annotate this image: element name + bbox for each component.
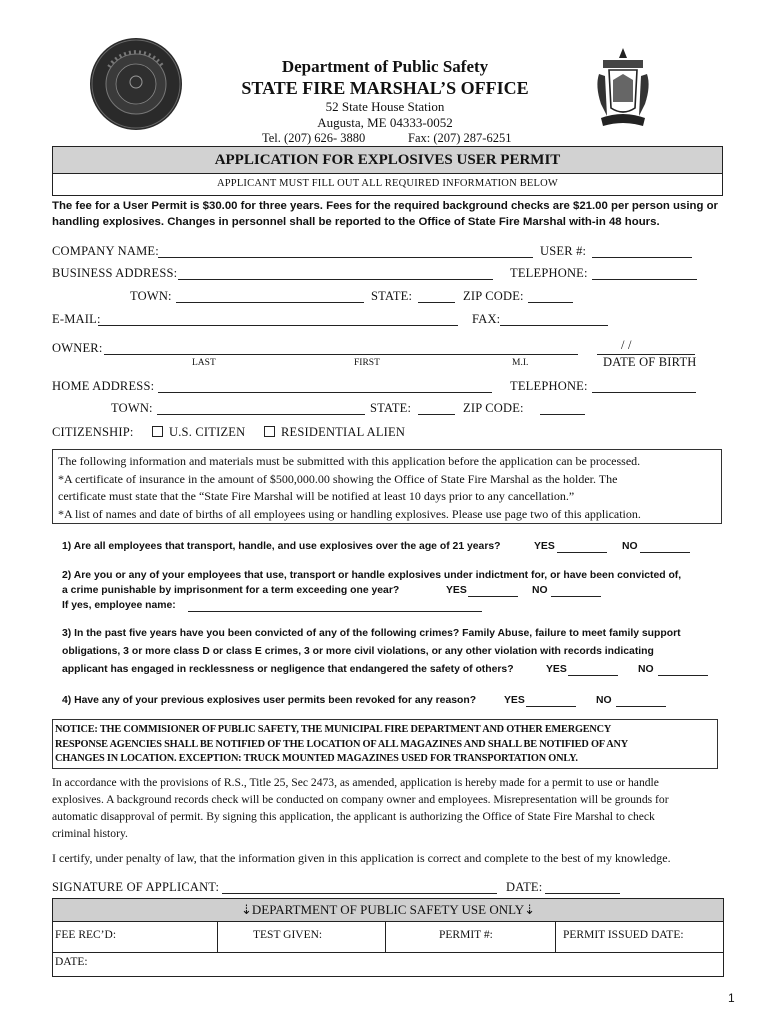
question-4-no-label: NO — [596, 695, 612, 706]
state-label: STATE: — [371, 289, 413, 303]
fax-label: FAX: — [472, 312, 501, 326]
home-address-field[interactable] — [158, 392, 492, 393]
email-label: E-MAIL: — [52, 312, 101, 326]
resident-alien-checkbox[interactable] — [264, 426, 275, 437]
user-number-label: USER #: — [540, 244, 587, 258]
notice-line-1: NOTICE: THE COMMISIONER OF PUBLIC SAFETY, THE MUNICIPAL FIRE DEPARTMENT AND OTHER EMERGENCY — [55, 724, 612, 735]
us-citizen-label: U.S. CITIZEN — [169, 425, 246, 439]
us-citizen-checkbox[interactable] — [152, 426, 163, 437]
town-label: TOWN: — [130, 289, 172, 303]
legal-line-3: automatic disapproval of permit. By signing this application, the applicant is authorizing the Office of State Fire Marshal to check — [52, 810, 655, 823]
department-title: Department of Public Safety — [281, 57, 489, 76]
question-1-yes-label: YES — [534, 541, 555, 552]
business-address-label: BUSINESS ADDRESS: — [52, 266, 178, 280]
home-telephone-label: TELEPHONE: — [510, 379, 588, 393]
requirements-box — [52, 449, 722, 524]
question-1-no-field[interactable] — [640, 552, 690, 553]
office-use-table — [52, 898, 724, 977]
address-line-1: 52 State House Station — [325, 99, 445, 114]
home-zip-code-label: ZIP CODE: — [463, 401, 524, 415]
test-given-cell[interactable]: TEST GIVEN: — [253, 929, 323, 941]
home-zip-code-field[interactable] — [540, 414, 585, 415]
notice-box — [52, 719, 718, 769]
permit-number-cell[interactable]: PERMIT #: — [439, 929, 493, 941]
question-3-no-label: NO — [638, 664, 654, 675]
telephone-label: TELEPHONE: — [510, 266, 588, 280]
owner-last-caption: LAST — [192, 358, 216, 368]
signature-field[interactable] — [222, 893, 497, 894]
question-2-no-label: NO — [532, 585, 548, 596]
question-3-line-2: obligations, 3 or more class D or class E crimes, 3 or more civil violations, or any other violation with records indicating — [62, 646, 654, 657]
fax-field[interactable] — [500, 325, 608, 326]
company-name-field[interactable] — [158, 257, 533, 258]
office-title: STATE FIRE MARSHAL’S OFFICE — [241, 78, 529, 98]
signature-label: SIGNATURE OF APPLICANT: — [52, 880, 220, 894]
business-address-field[interactable] — [178, 279, 493, 280]
question-4: 4) Have any of your previous explosives user permits been revoked for any reason? — [62, 695, 477, 706]
legal-line-1: In accordance with the provisions of R.S., Title 25, Sec 2473, as amended, application is hereby made for a permit to use or handle — [52, 776, 659, 789]
home-state-field[interactable] — [418, 414, 455, 415]
fee-received-cell[interactable]: FEE REC’D: — [55, 929, 117, 941]
home-address-label: HOME ADDRESS: — [52, 379, 155, 393]
question-3-yes-field[interactable] — [568, 675, 618, 676]
question-1-yes-field[interactable] — [557, 552, 607, 553]
notice-line-3: CHANGES IN LOCATION. EXCEPTION: TRUCK MOUNTED MAGAZINES USED FOR TRANSPORTATION ONLY. — [55, 753, 578, 764]
form-subtitle: APPLICANT MUST FILL OUT ALL REQUIRED INFORMATION BELOW — [216, 178, 559, 189]
question-2-line-2: a crime punishable by imprisonment for a term exceeding one year? — [62, 585, 400, 596]
home-state-label: STATE: — [370, 401, 412, 415]
question-2-employee-label: If yes, employee name: — [62, 600, 176, 611]
company-name-label: COMPANY NAME: — [52, 244, 159, 258]
home-telephone-field[interactable] — [592, 392, 696, 393]
office-date-cell[interactable]: DATE: — [55, 956, 88, 968]
owner-first-caption: FIRST — [354, 358, 380, 368]
owner-label: OWNER: — [52, 341, 103, 355]
town-field[interactable] — [176, 302, 364, 303]
owner-name-field[interactable] — [104, 354, 578, 355]
date-of-birth-caption: DATE OF BIRTH — [603, 355, 697, 369]
question-3-yes-label: YES — [546, 664, 567, 675]
requirements-line-3: certificate must state that the “State Fire Marshal will be notified at least 10 days prior to any cancellation.” — [58, 489, 575, 503]
resident-alien-label: RESIDENTIAL ALIEN — [281, 425, 406, 439]
notice-line-2: RESPONSE AGENCIES SHALL BE NOTIFIED OF THE LOCATION OF ALL MAGAZINES AND SHALL BE NOTIFIED OF ANY — [55, 738, 628, 750]
question-2-line-1: 2) Are you or any of your employees that use, transport or handle explosives under indictment for, or have been convicted of, — [62, 570, 682, 581]
office-use-col-line-2 — [385, 921, 386, 952]
dob-slashes: / / — [621, 338, 632, 352]
question-3-no-field[interactable] — [658, 675, 708, 676]
user-number-field[interactable] — [592, 257, 692, 258]
owner-mi-caption: M.I. — [512, 358, 529, 368]
telephone-number: Tel. (207) 626- 3880 — [262, 131, 366, 145]
question-3-line-3: applicant has engaged in recklessness or negligence that endangered the safety of others? — [62, 664, 514, 675]
office-use-title: ⇣DEPARTMENT OF PUBLIC SAFETY USE ONLY⇣ — [240, 902, 536, 917]
page-number: 1 — [728, 991, 735, 1005]
question-3-line-1: 3) In the past five years have you been convicted of any of the following crimes? Family Abuse, failure to meet family support — [62, 628, 681, 639]
office-use-header — [53, 899, 723, 922]
home-town-field[interactable] — [157, 414, 365, 415]
question-2-employee-name-field[interactable] — [188, 611, 482, 612]
email-field[interactable] — [98, 325, 458, 326]
title-box — [52, 146, 723, 196]
state-field[interactable] — [418, 302, 455, 303]
legal-line-4: criminal history. — [52, 827, 128, 840]
question-2-no-field[interactable] — [551, 596, 601, 597]
us-citizen-option[interactable] — [152, 425, 245, 440]
question-1: 1) Are all employees that transport, handle, and use explosives over the age of 21 years? — [62, 541, 501, 552]
requirements-line-2: *A certificate of insurance in the amount of $500,000.00 showing the Office of State Fire Marshal as the holder. The — [58, 471, 618, 486]
office-use-col-line-1 — [217, 921, 218, 952]
fax-number: Fax: (207) 287-6251 — [408, 131, 512, 145]
citizenship-label: CITIZENSHIP: — [52, 425, 134, 439]
question-4-yes-field[interactable] — [526, 706, 576, 707]
form-title: APPLICATION FOR EXPLOSIVES USER PERMIT — [214, 152, 561, 168]
resident-alien-option[interactable] — [264, 425, 405, 440]
zip-code-field[interactable] — [528, 302, 573, 303]
office-use-row-line — [53, 952, 723, 953]
question-2-yes-label: YES — [446, 585, 467, 596]
permit-issued-date-cell[interactable]: PERMIT ISSUED DATE: — [563, 929, 684, 941]
signature-date-field[interactable] — [545, 893, 620, 894]
legal-line-2: explosives. A background records check will be conducted on company owner and employees. Misrepresentation will be grounds for — [52, 793, 669, 806]
address-line-2: Augusta, ME 04333-0052 — [317, 115, 453, 130]
requirements-line-4: *A list of names and date of births of all employees using or handling explosives. Please use page two of this application. — [58, 506, 641, 521]
question-2-yes-field[interactable] — [468, 596, 518, 597]
question-1-no-label: NO — [622, 541, 638, 552]
title-band — [53, 147, 722, 174]
office-use-col-line-3 — [555, 921, 556, 952]
requirements-line-1: The following information and materials must be submitted with this application before the application can be processed. — [58, 454, 641, 468]
home-town-label: TOWN: — [111, 401, 153, 415]
fee-notice-line-2: handling explosives. Changes in personnel shall be reported to the Office of State Fire Marshal with-in 48 hours. — [52, 216, 660, 228]
certification-statement: I certify, under penalty of law, that the information given in this application is correct and complete to the best of my knowledge. — [52, 851, 671, 865]
zip-code-label: ZIP CODE: — [463, 289, 524, 303]
question-4-yes-label: YES — [504, 695, 525, 706]
signature-date-label: DATE: — [506, 880, 543, 894]
question-4-no-field[interactable] — [616, 706, 666, 707]
fee-notice-line-1: The fee for a User Permit is $30.00 for three years. Fees for the required background checks are $21.00 per person using or — [52, 200, 718, 212]
legal-paragraph — [52, 774, 732, 842]
telephone-field[interactable] — [592, 279, 697, 280]
